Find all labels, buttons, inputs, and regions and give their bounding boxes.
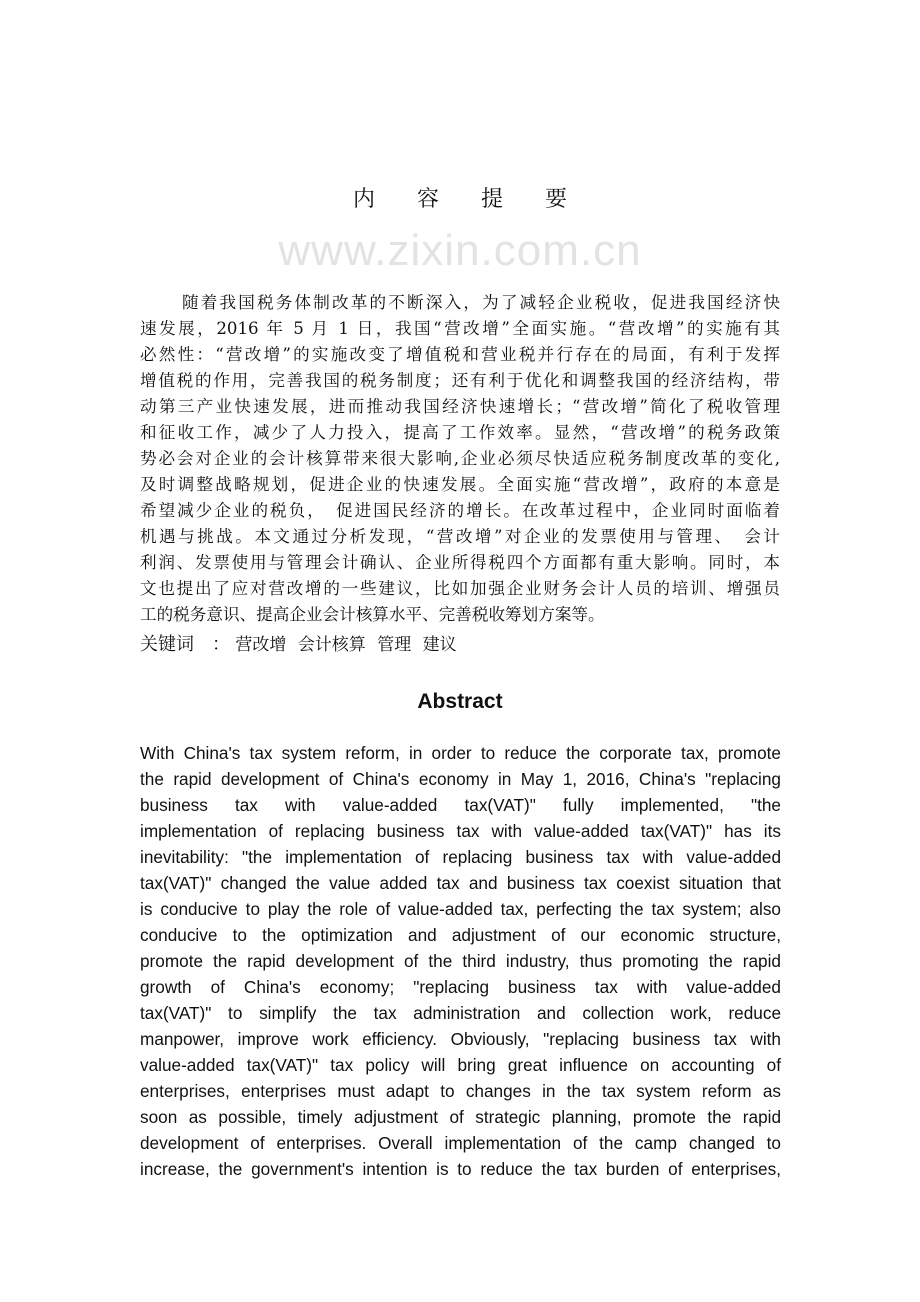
keyword: 管理 bbox=[377, 635, 412, 655]
paragraph-line: 和征收工作，减少了人力投入，提高了工作效率。显然，“营改增”的税务政策 bbox=[140, 423, 780, 442]
keyword: 建议 bbox=[422, 635, 457, 655]
title-char: 容 bbox=[416, 187, 439, 212]
paragraph-line: 势必会对企业的会计核算带来很大影响,企业必须尽快适应税务制度改革的变化, bbox=[140, 449, 780, 468]
paragraph-line: conducive to the optimization and adjustment of our economic structure, bbox=[140, 925, 781, 945]
keywords bbox=[140, 632, 463, 658]
title-char: 提 bbox=[481, 187, 504, 212]
paragraph-line: 动第三产业快速发展，进而推动我国经济快速增长；“营改增”简化了税收管理 bbox=[140, 397, 780, 416]
paragraph-line: growth of China's economy; "replacing business tax with value-added bbox=[140, 977, 781, 997]
keywords-label: 关键词 ： bbox=[140, 634, 230, 655]
title-char: 要 bbox=[545, 187, 568, 212]
paragraph-line: 利润、发票使用与管理会计确认、企业所得税四个方面都有重大影响。同时，本 bbox=[140, 553, 780, 572]
paragraph-line: tax(VAT)" changed the value added tax and business tax coexist situation that bbox=[140, 873, 781, 893]
paragraph-line: 及时调整战略规划，促进企业的快速发展。全面实施“营改增”，政府的本意是 bbox=[140, 475, 780, 494]
paragraph-line: the rapid development of China's economy in May 1, 2016, China's "replacing bbox=[140, 769, 781, 789]
paragraph-line: business tax with value-added tax(VAT)" fully implemented, "the bbox=[140, 795, 781, 815]
paragraph-line: manpower, improve work efficiency. Obviously, "replacing business tax with bbox=[140, 1029, 781, 1049]
paragraph-line: increase, the government's intention is to reduce the tax burden of enterprises, bbox=[140, 1159, 781, 1179]
paragraph-line: 机遇与挑战。本文通过分析发现，“营改增”对企业的发票使用与管理、 会计 bbox=[140, 527, 780, 546]
paragraph-line: tax(VAT)" to simplify the tax administration and collection work, reduce bbox=[140, 1003, 781, 1023]
keyword: 营改增 bbox=[235, 635, 287, 655]
paragraph-line: With China's tax system reform, in order to reduce the corporate tax, promote bbox=[140, 743, 781, 763]
chinese-abstract bbox=[140, 290, 780, 628]
paragraph-line: 增值税的作用，完善我国的税务制度；还有利于优化和调整我国的经济结构，带 bbox=[140, 371, 780, 390]
paragraph-line: 必然性：“营改增”的实施改变了增值税和营业税并行存在的局面，有利于发挥 bbox=[140, 345, 780, 364]
paragraph-line: is conducive to play the role of value-added tax, perfecting the tax system; also bbox=[140, 899, 781, 919]
keyword: 会计核算 bbox=[297, 635, 366, 655]
page-title bbox=[0, 182, 920, 213]
paragraph-line: 希望减少企业的税负， 促进国民经济的增长。在改革过程中，企业同时面临着 bbox=[140, 501, 780, 520]
english-abstract bbox=[140, 740, 781, 1182]
paragraph-line: implementation of replacing business tax with value-added tax(VAT)" has its bbox=[140, 821, 781, 841]
abstract-heading: Abstract bbox=[417, 690, 503, 713]
watermark: www.zixin.com.cn bbox=[278, 226, 642, 275]
title-char: 内 bbox=[352, 187, 375, 212]
paragraph-line: 工的税务意识、提高企业会计核算水平、完善税收筹划方案等。 bbox=[140, 605, 605, 624]
paragraph-line: enterprises, enterprises must adapt to changes in the tax system reform as bbox=[140, 1081, 781, 1101]
paragraph-line: promote the rapid development of the third industry, thus promoting the rapid bbox=[140, 951, 781, 971]
paragraph-line: development of enterprises. Overall implementation of the camp changed to bbox=[140, 1133, 781, 1153]
paragraph-line: soon as possible, timely adjustment of strategic planning, promote the rapid bbox=[140, 1107, 781, 1127]
paragraph-line: 速发展，2016 年 5 月 1 日，我国“营改增”全面实施。“营改增”的实施有其 bbox=[140, 319, 780, 338]
paragraph-line: inevitability: "the implementation of replacing business tax with value-added bbox=[140, 847, 781, 867]
paragraph-line: 随着我国税务体制改革的不断深入，为了减轻企业税收，促进我国经济快 bbox=[182, 293, 780, 312]
paragraph-line: value-added tax(VAT)" tax policy will bring great influence on accounting of bbox=[140, 1055, 781, 1075]
paragraph-line: 文也提出了应对营改增的一些建议，比如加强企业财务会计人员的培训、增强员 bbox=[140, 579, 780, 598]
